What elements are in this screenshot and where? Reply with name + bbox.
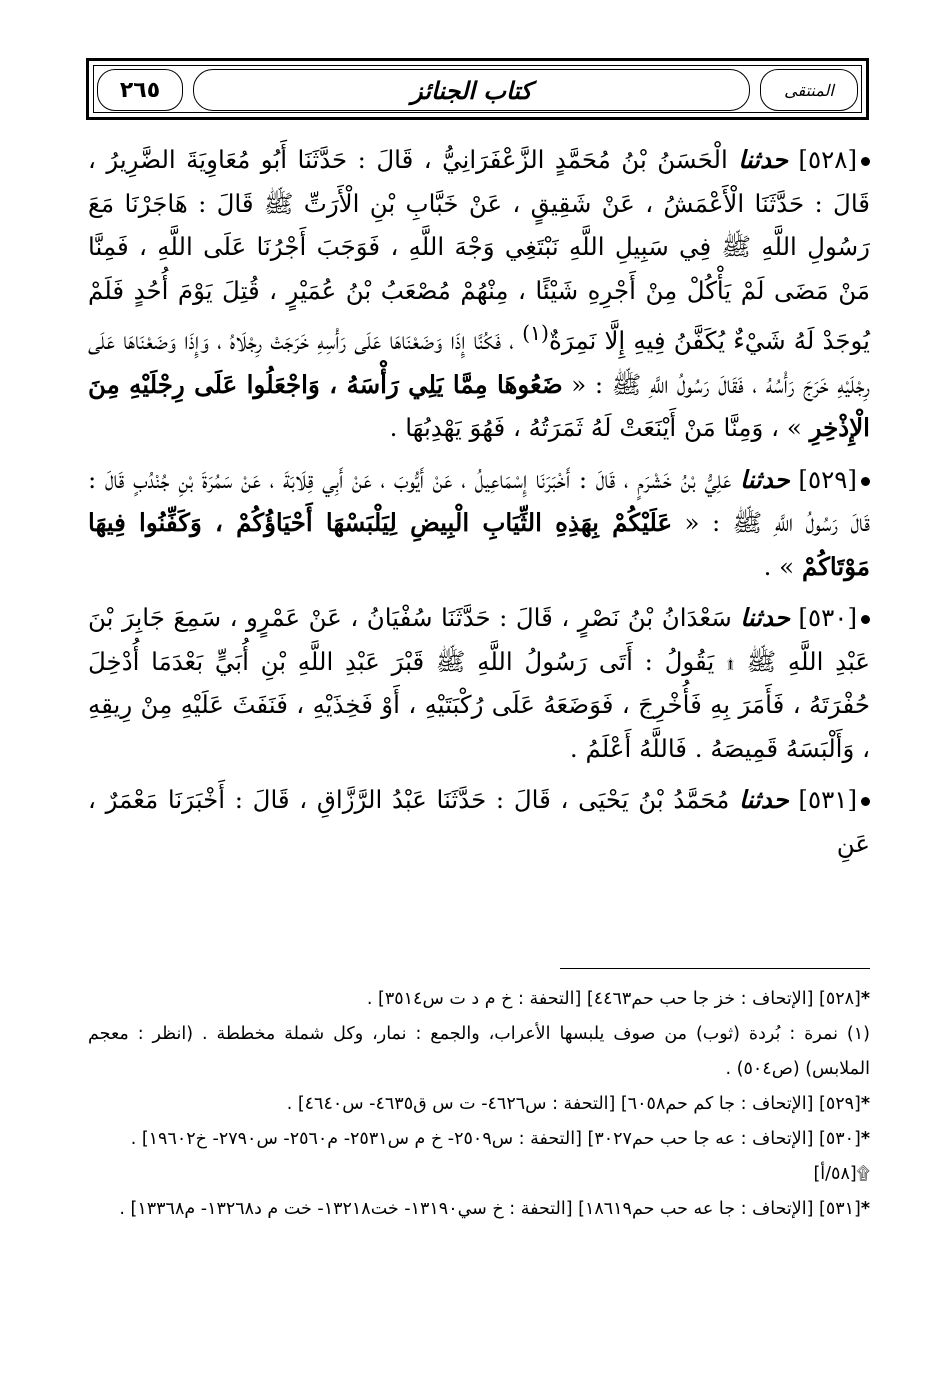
hadith-paragraph [88, 458, 870, 589]
text-segment: سَعْدَانُ بْنُ نَصْرٍ ، قَالَ : حَدَّثَنَا سُفْيَانُ ، عَنْ عَمْرٍو ، سَمِعَ جَابِرَ بْنَ عَبْدِ اللَّهِ ﷺ ۩ يَقُولُ : أَتَى رَسُولُ اللَّهِ ﷺ قَبْرَ عَبْدِ اللَّهِ بْنِ أُبَيٍّ بَعْدَمَا أُدْخِلَ حُفْرَتَهُ ، فَأَمَرَ بِهِ فَأُخْرِجَ ، فَوَضَعَهُ عَلَى رُكْبَتَيْهِ ، أَوْ فَخِذَيْهِ ، فَنَفَثَ عَلَيْهِ مِنْ رِيقِهِ ، وَأَلْبَسَهُ قَمِيصَهُ . فَاللَّهُ أَعْلَمُ . [88, 603, 870, 763]
footnote [88, 1017, 870, 1087]
footnote [88, 1157, 870, 1192]
text-segment: مُحَمَّدُ بْنُ يَحْيَى ، قَالَ : حَدَّثَنَا عَبْدُ الرَّزَّاقِ ، قَالَ : أَخْبَرَنَا مَعْمَرٌ ، عَنِ [88, 785, 870, 858]
bullet-icon [861, 477, 870, 486]
footnote-divider [560, 968, 870, 969]
footnote-text: [٥٣١] [الإتحاف : جا عه حب حم١٨٦١٩] [التحفة : خ سي١٣١٩٠- خت١٣٢١٨- خت م د١٣٢٦٨- م١٣٣٦٨] . [119, 1199, 861, 1219]
bullet-icon [861, 615, 870, 624]
bullet-icon [861, 157, 870, 166]
chapter-title-frame [193, 69, 750, 111]
page-number: ٢٦٥ [119, 77, 161, 103]
hadith-number: [٥٢٨] [798, 145, 858, 174]
text-segment: » ، وَمِنَّا مَنْ أَيْنَعَتْ لَهُ ثَمَرَتُهُ ، فَهُوَ يَهْدِبُهَا . [389, 413, 810, 443]
footnote-text: [٥٢٩] [الإتحاف : جا كم حم٦٠٥٨] [التحفة : س٤٦٢٦- ت س ق٤٦٣٥- س٤٦٤٠] . [286, 1094, 861, 1114]
star-icon: * [860, 1129, 870, 1149]
text-segment: » . [763, 551, 802, 581]
haddathana-word: حدثنا [740, 603, 790, 633]
haddathana-word: حدثنا [740, 464, 790, 494]
star-icon: * [860, 989, 870, 1009]
prophetic-quote: ضَعُوهَا مِمَّا يَلِي رَأْسَهُ ، وَاجْعَلُوا عَلَى رِجْلَيْهِ مِنَ الْإِذْخِرِ [88, 369, 870, 443]
page-header [86, 58, 869, 120]
footnote-text: [٥٢٨] [الإتحاف : خز جا حب حم٤٤٦٣] [التحفة : خ م د ت س٣٥١٤] . [366, 989, 861, 1009]
haddathana-word: حدثنا [739, 785, 789, 815]
hadith-number: [٥٣٠] [798, 603, 857, 633]
hadith-paragraph [88, 778, 870, 865]
hadith-number: [٥٣١] [798, 785, 857, 815]
footnote-text: [٥٣٠] [الإتحاف : عه جا حب حم٣٠٢٧] [التحفة : س٢٥٠٩- خ م س٢٥٣١- م٢٥٦٠- س٢٧٩٠- خ١٩٦٠٢] . [130, 1129, 861, 1149]
hadith-paragraph [88, 596, 870, 770]
footnote-text: (١) نمرة : بُردة (ثوب) من صوف يلبسها الأعراب، والجمع : نمار، وكل شملة مخططة . (انظر : معجم الملابس) (ص٥٠٤) . [88, 1024, 870, 1079]
main-text [88, 138, 870, 865]
star-icon: * [860, 1094, 870, 1114]
prophetic-quote: عَلَيْكُمْ بِهَذِهِ الثِّيَابِ الْبِيضِ لِيَلْبَسْهَا أَحْيَاؤُكُمْ ، وَكَفِّنُوا فِيهَا مَوْتَاكُمْ [88, 508, 870, 581]
text-segment: ، فَكُنَّا إِذَا وَضَعْنَاهَا عَلَى رَأْسِهِ خَرَجَتْ رِجْلَاهُ ، وَإِذَا وَضَعْنَاهَا عَلَى رِجْلَيْهِ خَرَجَ رَأْسُهُ ، فَقَالَ رَسُولُ اللَّهِ ﷺ : « [88, 326, 871, 399]
star-icon: * [860, 1199, 870, 1219]
footnote [88, 1087, 870, 1122]
bullet-icon [861, 797, 870, 806]
footnote [88, 1122, 870, 1157]
manuscript-folio-marker: ۩[٥٨/أ] [813, 1164, 870, 1184]
text-segment: الْحَسَنُ بْنُ مُحَمَّدٍ الزَّعْفَرَانِيُّ ، قَالَ : حَدَّثَنَا أَبُو مُعَاوِيَةَ الضَّرِيرُ ، قَالَ : حَدَّثَنَا الْأَعْمَشُ ، عَنْ شَقِيقٍ ، عَنْ خَبَّابِ بْنِ الْأَرَتِّ ﷺ قَالَ : هَاجَرْنَا مَعَ رَسُولِ اللَّهِ ﷺ فِي سَبِيلِ اللَّهِ نَبْتَغِي وَجْهَ اللَّهِ ، فَوَجَبَ أَجْرُنَا عَلَى اللَّهِ ، فَمِنَّا مَنْ مَضَى لَمْ يَأْكُلْ مِنْ أَجْرِهِ شَيْئًا ، مِنْهُمْ مُصْعَبُ بْنُ عُمَيْرٍ ، قُتِلَ يَوْمَ أُحُدٍ فَلَمْ يُوجَدْ لَهُ شَيْءٌ يُكَفَّنُ فِيهِ إِلَّا نَمِرَةٌ [88, 145, 870, 356]
footnote [88, 982, 870, 1017]
footnote-ref: (١) [522, 321, 549, 345]
text-segment: عَلِيُّ بْنُ خَشْرَمٍ ، قَالَ : أَخْبَرَنَا إِسْمَاعِيلُ ، عَنْ أَيُّوبَ ، عَنْ أَبِي قِلَابَةَ ، عَنْ سَمُرَةَ بْنِ جُنْدُبٍ قَالَ : قَالَ رَسُولُ اللَّهِ ﷺ : « [88, 464, 870, 538]
hadith-paragraph [88, 138, 870, 450]
footnotes [88, 982, 870, 1227]
page-number-frame [97, 69, 183, 111]
book-logo [760, 69, 858, 111]
book-logo-text: المنتقى [784, 80, 834, 100]
haddathana-word: حدثنا [738, 145, 788, 174]
footnote [88, 1192, 870, 1227]
hadith-number: [٥٢٩] [798, 464, 857, 494]
chapter-title: كتاب الجنائز [411, 75, 532, 105]
